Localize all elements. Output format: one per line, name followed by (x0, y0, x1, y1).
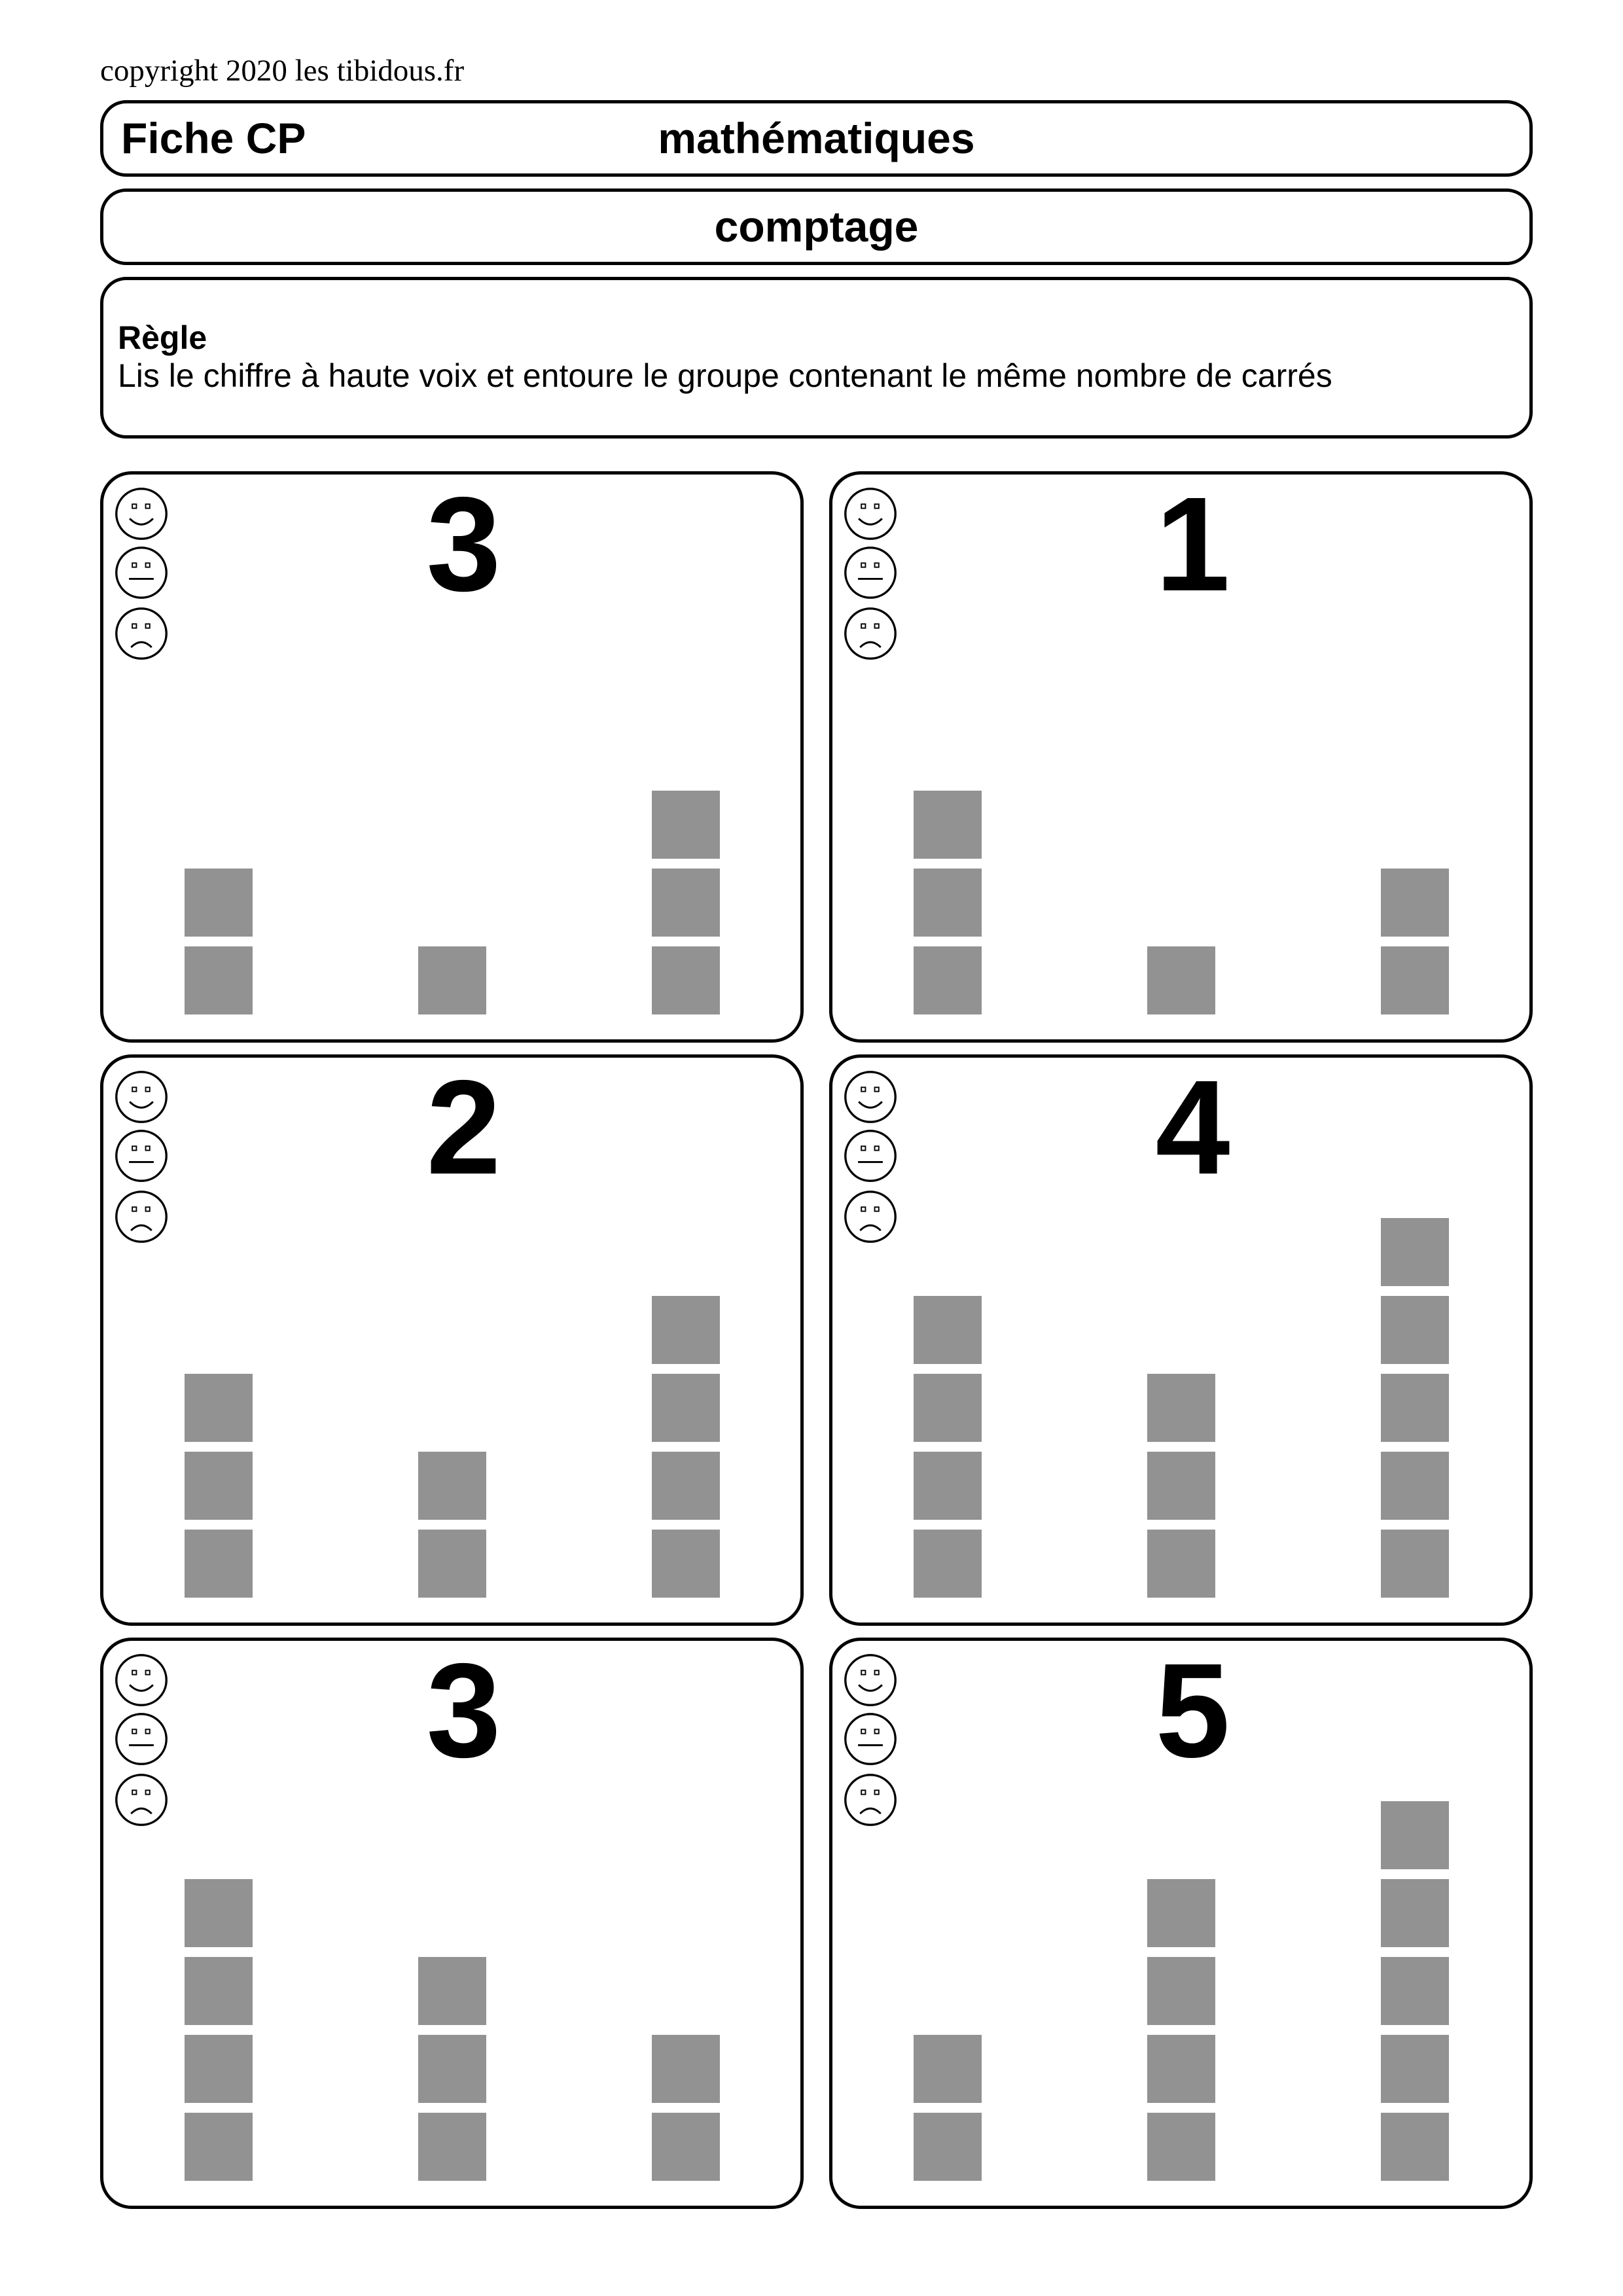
square (914, 1452, 982, 1520)
square (1381, 1530, 1449, 1598)
square (652, 1374, 720, 1442)
subject-title: mathématiques (658, 114, 975, 162)
topic-banner (100, 188, 1533, 265)
square-group (1147, 1879, 1215, 2181)
topic-title: comptage (714, 202, 919, 251)
level-label: Fiche CP (121, 114, 306, 162)
sad-face-icon (843, 606, 898, 661)
square (1147, 2113, 1215, 2181)
square (185, 869, 253, 937)
square (418, 1530, 486, 1598)
square (1381, 1957, 1449, 2025)
square-group (652, 1296, 720, 1598)
square (652, 1296, 720, 1364)
target-number: 3 (426, 1636, 501, 1785)
square (185, 2113, 253, 2181)
square (914, 1374, 982, 1442)
square (652, 869, 720, 937)
square (1381, 2035, 1449, 2103)
square (1381, 946, 1449, 1014)
square (914, 791, 982, 859)
rule-box (100, 277, 1533, 439)
square (652, 2113, 720, 2181)
square (418, 2035, 486, 2103)
rule-title: Règle (118, 319, 207, 356)
square (1381, 869, 1449, 937)
sad-face-icon (114, 1772, 169, 1827)
square (1381, 1801, 1449, 1869)
target-number: 3 (426, 469, 501, 619)
exercise-card (100, 471, 804, 1043)
sad-face-icon (843, 1772, 898, 1827)
square-group (1147, 1374, 1215, 1598)
square (652, 1530, 720, 1598)
square (1147, 1957, 1215, 2025)
copyright-notice: copyright 2020 les tibidous.fr (100, 54, 465, 88)
square-group (418, 1957, 486, 2181)
square-group (418, 1452, 486, 1598)
sad-face-icon (114, 1189, 169, 1244)
exercise-card (829, 471, 1533, 1043)
square-group (652, 2035, 720, 2181)
square (652, 946, 720, 1014)
exercise-card (829, 1054, 1533, 1626)
square (914, 2113, 982, 2181)
square (652, 1452, 720, 1520)
square (1381, 1879, 1449, 1947)
square (185, 2035, 253, 2103)
square (418, 946, 486, 1014)
square (1147, 1452, 1215, 1520)
square (914, 946, 982, 1014)
square-group (418, 946, 486, 1014)
square (652, 2035, 720, 2103)
square (185, 1957, 253, 2025)
square (185, 1530, 253, 1598)
square (1147, 2035, 1215, 2103)
square-group (1147, 946, 1215, 1014)
square (418, 1957, 486, 2025)
square-group (914, 791, 982, 1014)
square (1147, 1530, 1215, 1598)
square (1147, 1879, 1215, 1947)
square (914, 869, 982, 937)
square (652, 791, 720, 859)
square-group (914, 2035, 982, 2181)
square (914, 1530, 982, 1598)
square-group (652, 791, 720, 1014)
square-group (185, 869, 253, 1014)
rule-text: Lis le chiffre à haute voix et entoure le groupe contenant le même nombre de carrés (118, 357, 1332, 394)
target-number: 2 (426, 1052, 501, 1202)
sad-face-icon (843, 1189, 898, 1244)
sad-face-icon (114, 606, 169, 661)
worksheet-header (100, 100, 1533, 177)
exercise-card (829, 1638, 1533, 2209)
square (418, 1452, 486, 1520)
target-number: 1 (1155, 469, 1230, 619)
square (185, 946, 253, 1014)
square (1147, 1374, 1215, 1442)
square (1147, 946, 1215, 1014)
square (418, 2113, 486, 2181)
square (185, 1879, 253, 1947)
square-group (1381, 1801, 1449, 2181)
square-group (185, 1374, 253, 1598)
square-group (914, 1296, 982, 1598)
square (1381, 1452, 1449, 1520)
square-group (185, 1879, 253, 2181)
square (914, 1296, 982, 1364)
square (914, 2035, 982, 2103)
square (185, 1452, 253, 1520)
square (1381, 2113, 1449, 2181)
target-number: 5 (1155, 1636, 1230, 1785)
square-group (1381, 869, 1449, 1014)
square (1381, 1374, 1449, 1442)
exercise-card (100, 1054, 804, 1626)
square-group (1381, 1218, 1449, 1598)
target-number: 4 (1155, 1052, 1230, 1202)
square (185, 1374, 253, 1442)
square (1381, 1218, 1449, 1286)
exercise-card (100, 1638, 804, 2209)
square (1381, 1296, 1449, 1364)
